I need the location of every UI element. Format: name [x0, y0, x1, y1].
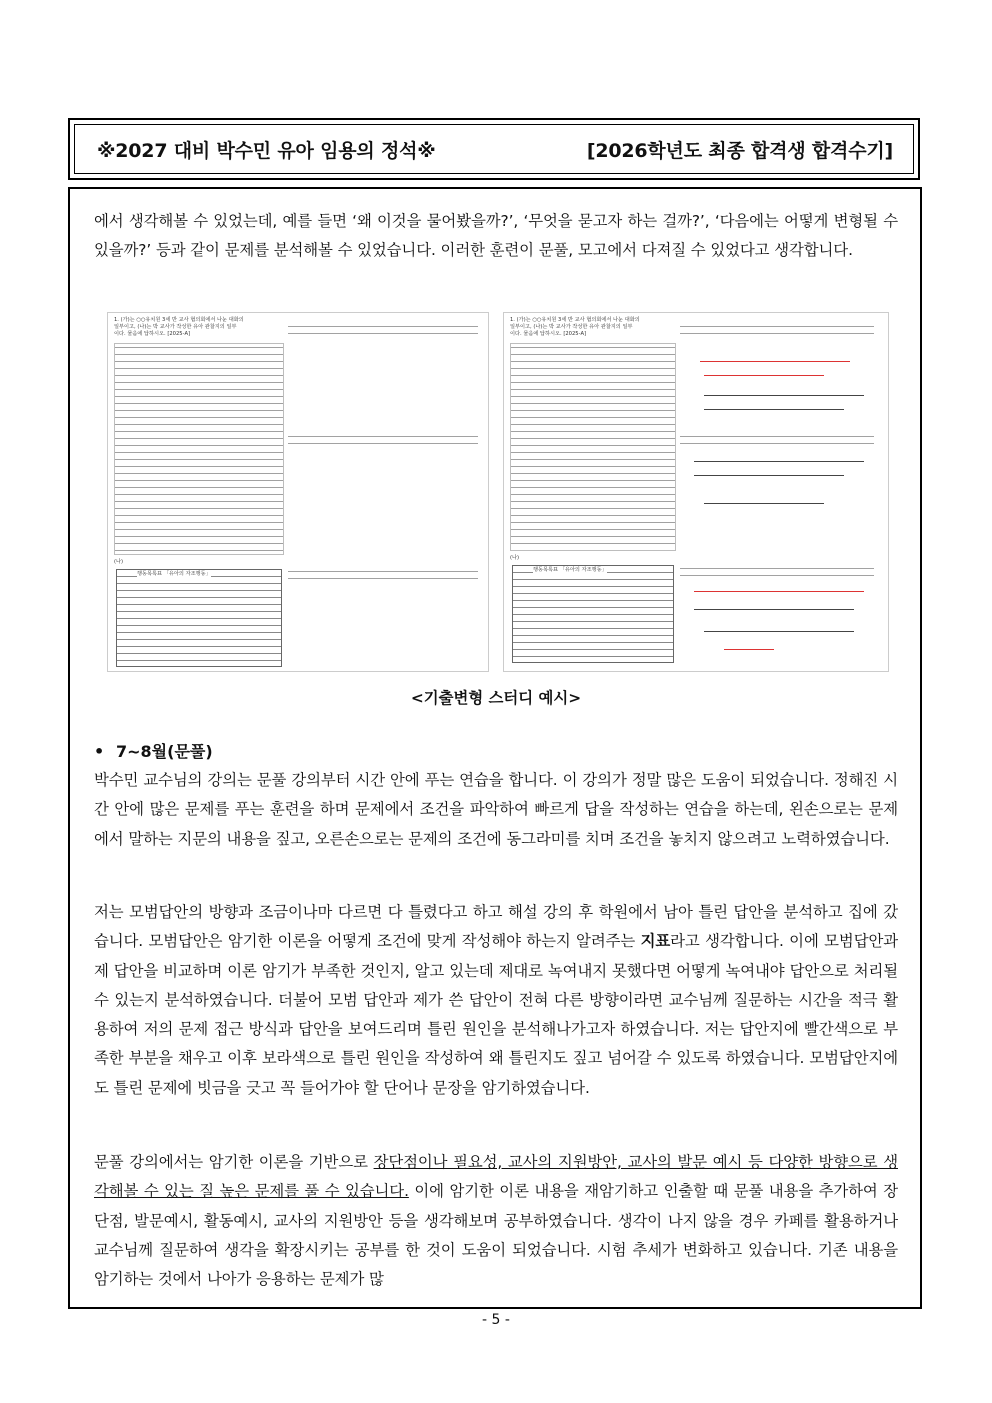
checklist-title: 행동목록표 「유아의 자조행동」 [533, 567, 607, 573]
handwritten-note [704, 409, 844, 410]
paragraph-text: 라고 생각합니다. 이에 모범답안과 제 답안을 비교하며 이론 암기가 부족한 것인지, 알고 있는데 제대로 녹여내지 못했다면 어떻게 녹여내야 답안으로 처리될 수 있는지 분석하였습니다. 더불어 모범 답안과 제가 쓴 답안이 전혀 다른 방향이라면 교수님께 질문하는 시간을 적극 활용하여 저의 문제 접근 방식과 답안을 보여드리며 틀린 원인을 분석해나가고자 하였습니다. 저는 답안지에 빨간색으로 부족한 부분을 채우고 이후 보라색으로 틀린 원인을 작성하여 왜 틀린지도 짚고 넘어갈 수 있도록 하였습니다. 모범답안지에도 틀린 문제에 빗금을 긋고 꼭 들어가야 할 단어나 문장을 암기하였습니다. [94, 932, 898, 1097]
handwritten-note [724, 649, 774, 650]
handwritten-note [694, 475, 844, 476]
sheet-line: (나) [510, 555, 520, 561]
paragraph-text: 저는 모범답안의 방향과 조금이나마 다르면 다 틀렸다고 하고 해설 강의 후 학원에서 남아 틀린 답안을 분석하고 집에 갔습니다. 모범답안은 암기한 이론을 어떻게 조건에 맞게 작성해야 하는지 알려주는 [94, 903, 898, 951]
handwritten-note [694, 609, 854, 610]
handwritten-note [704, 395, 864, 396]
handwritten-note [704, 375, 824, 376]
page-number: - 5 - [482, 1312, 510, 1328]
exam-sheet-right-question [510, 317, 690, 339]
checklist-title: 행동목록표 「유아의 자조행동」 [137, 571, 211, 577]
dialogue-box [510, 343, 676, 551]
sub-question-2 [288, 433, 478, 447]
exam-sheet-left-label [114, 559, 123, 566]
sub-question-1 [288, 323, 478, 337]
sub-question-3 [680, 565, 874, 579]
sheet-line: 일부이고, (나)는 박 교사가 작성한 유아 관찰지의 일부 [114, 324, 237, 331]
exam-sheet-left [107, 312, 489, 672]
header-inner [74, 124, 914, 174]
exam-sheet-right [503, 312, 889, 672]
sheet-line: (나) [114, 559, 124, 565]
sub-question-3 [288, 568, 478, 582]
sheet-line: 1. (가)는 ○○유치원 3세 반 교사 협의회에서 나눈 대화의 [510, 317, 640, 323]
handwritten-note [694, 461, 864, 462]
sheet-line: 이다. 물음에 답하시오. [2025-A] [114, 331, 191, 338]
underlined-text: 장단점이나 필요성, 교사의 지원방안, 교사의 발문 예시 등 다양한 방향으로 생각해볼 수 있는 질 높은 문제를 풀 수 있습니다. [94, 1153, 898, 1201]
paragraph-text: 문풀 강의에서는 암기한 이론을 기반으로 [94, 1153, 374, 1171]
bullet-icon: • [94, 742, 105, 761]
paragraph-text: 이에 암기한 이론 내용을 재암기하고 인출할 때 문풀 내용을 추가하여 장단점, 발문예시, 활동예시, 교사의 지원방안 등을 생각해보며 공부하였습니다. 생각이 나지 않을 경우 카페를 활용하거나 교수님께 질문하여 생각을 확장시키는 공부를 한 것이 도움이 되었습니다. 시험 추세가 변화하고 있습니다. 기존 내용을 암기하는 것에서 나아가 응용하는 문제가 많 [94, 1182, 898, 1289]
paragraph-problem-solving [94, 1148, 898, 1294]
sheet-line: 이다. 물음에 답하시오. [2025-A] [510, 331, 587, 338]
header-box [68, 118, 920, 180]
header-title: ※2027 대비 박수민 유아 임용의 정석※ [97, 139, 436, 162]
paragraph-lecture: 박수민 교수님의 강의는 문풀 강의부터 시간 안에 푸는 연습을 합니다. 이 강의가 정말 많은 도움이 되었습니다. 정해진 시간 안에 많은 문제를 푸는 훈련을 하며 문제에서 조건을 파악하여 빠르게 답을 작성하는 연습을 하는데, 왼손으로는 문제에서 말하는 지문의 내용을 짚고, 오른손으로는 문제의 조건에 동그라미를 치며 조건을 놓치지 않으려고 노력하였습니다. [94, 771, 898, 848]
checklist-table [512, 565, 674, 663]
paragraph-intro: 에서 생각해볼 수 있었는데, 예를 들면 ‘왜 이것을 물어봤을까?’, ‘무엇을 묻고자 하는 걸까?’, ‘다음에는 어떻게 변형될 수 있을까?’ 등과 같이 문제를 분석해볼 수 있었습니다. 이러한 훈련이 문풀, 모고에서 다져질 수 있었다고 생각합니다. [94, 212, 898, 260]
handwritten-note [694, 591, 864, 592]
section-heading [94, 739, 213, 762]
bold-keyword: 지표 [640, 932, 671, 951]
header-subtitle: [2026학년도 최종 합격생 합격수기] [586, 139, 893, 162]
handwritten-note [700, 361, 850, 362]
sheet-line: 1. (가)는 ○○유치원 3세 반 교사 협의회에서 나눈 대화의 [114, 317, 244, 323]
sheet-line: 일부이고, (나)는 박 교사가 작성한 유아 관찰지의 일부 [510, 324, 633, 331]
paragraph-model-answer [94, 898, 898, 1103]
dialogue-box [114, 343, 284, 555]
exam-sheet-right-label [510, 555, 519, 562]
figure-caption: <기출변형 스터디 예시> [410, 689, 582, 707]
checklist-table [116, 569, 282, 667]
sub-question-2 [680, 433, 874, 447]
sub-question-1 [680, 323, 874, 337]
handwritten-note [704, 503, 824, 504]
section-title: 7~8월(문풀) [116, 742, 213, 761]
exam-sheet-left-question [114, 317, 294, 339]
handwritten-note [704, 631, 854, 632]
